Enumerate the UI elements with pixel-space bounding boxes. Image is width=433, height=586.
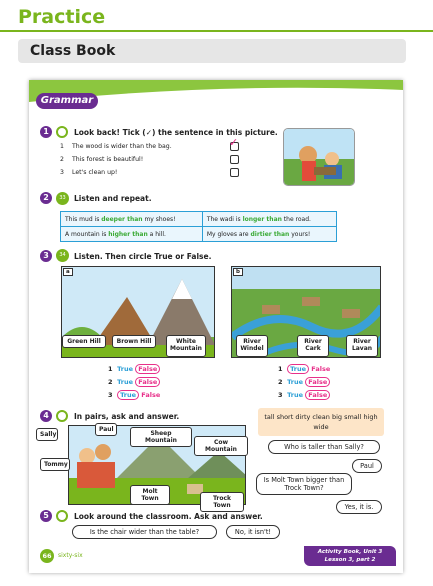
checkbox[interactable] xyxy=(230,168,239,177)
audio-track-icon[interactable]: 34 xyxy=(56,249,69,262)
picture-label: Green Hill xyxy=(62,335,106,348)
picture-label: River Lavan xyxy=(346,335,378,357)
page-number: 66 xyxy=(40,549,54,563)
exercise-instruction: Look back! Tick (✓) the sentence in this picture. xyxy=(74,128,278,137)
picture-label: Brown Hill xyxy=(112,335,156,348)
grammar-cell: A mountain is higher than a hill. xyxy=(61,227,203,242)
picture-label: Tommy xyxy=(40,458,70,471)
story-illustration xyxy=(283,128,355,186)
exercise-instruction: Listen. Then circle True or False. xyxy=(74,252,212,261)
item-number: 1 xyxy=(60,143,64,150)
picture-label: River Windel xyxy=(236,335,268,357)
exercise-instruction: Look around the classroom. Ask and answer. xyxy=(74,512,263,521)
sentence: Let's clean up! xyxy=(72,169,118,176)
exercise-number: 3 xyxy=(40,250,52,262)
grammar-table xyxy=(60,211,337,242)
panel-letter: b xyxy=(233,268,243,276)
checkbox[interactable] xyxy=(230,155,239,164)
false-option[interactable]: False xyxy=(141,391,161,399)
section-tab: Grammar xyxy=(36,93,98,109)
panel-letter: a xyxy=(63,268,73,276)
subtitle: Class Book xyxy=(30,43,116,59)
magnifier-icon xyxy=(56,510,68,522)
speech-bubble: Is the chair wider than the table? xyxy=(72,525,217,539)
speech-bubble: No, it isn't! xyxy=(226,525,280,539)
true-option[interactable]: True xyxy=(287,364,309,374)
true-option[interactable]: True xyxy=(287,378,304,386)
picture-label: Sheep Mountain xyxy=(130,427,192,447)
exercise-instruction: In pairs, ask and answer. xyxy=(74,412,180,421)
word-box: tall short dirty clean big small high wide xyxy=(258,408,384,436)
item-number: 2 xyxy=(60,156,64,163)
false-option[interactable]: False xyxy=(135,364,160,374)
title-divider xyxy=(0,30,433,32)
speech-bubble: Paul xyxy=(352,459,382,473)
exercise-number: 2 xyxy=(40,192,52,204)
exercise-number: 4 xyxy=(40,410,52,422)
picture-label: Paul xyxy=(95,423,117,436)
false-option[interactable]: False xyxy=(305,390,330,400)
reference-line: Lesson 3, part 2 xyxy=(324,557,376,563)
true-option[interactable]: True xyxy=(117,378,134,386)
exercise-number: 5 xyxy=(40,510,52,522)
sentence: This forest is beautiful! xyxy=(72,156,144,163)
magnifier-icon xyxy=(56,126,68,138)
picture-label: Molt Town xyxy=(130,485,170,505)
picture-label: White Mountain xyxy=(166,335,206,357)
false-option[interactable]: False xyxy=(305,377,330,387)
grammar-cell: My gloves are dirtier than yours! xyxy=(202,227,336,242)
true-false-row: 2 True False xyxy=(108,378,160,386)
grammar-cell: The wadi is longer than the road. xyxy=(202,212,336,227)
exercise-instruction: Listen and repeat. xyxy=(74,194,152,203)
picture-label: Trock Town xyxy=(200,492,244,512)
picture-label: Cow Mountain xyxy=(194,436,248,456)
true-option[interactable]: True xyxy=(287,391,304,399)
true-false-row: 1 True False xyxy=(278,365,331,373)
true-false-row: 3 True False xyxy=(108,391,161,399)
picture-label: River Cark xyxy=(297,335,329,357)
check-mark-icon: ✓ xyxy=(229,136,239,149)
true-false-row: 2 True False xyxy=(278,378,330,386)
picture-label: Sally xyxy=(36,428,58,441)
grammar-cell: This mud is deeper than my shoes! xyxy=(61,212,203,227)
activity-book-reference xyxy=(304,546,396,566)
speech-bubble: Yes, it is. xyxy=(336,500,382,514)
true-false-row: 3 True False xyxy=(278,391,330,399)
speech-bubble: Who is taller than Sally? xyxy=(268,440,380,454)
sentence: The wood is wider than the bag. xyxy=(72,143,172,150)
reference-line: Activity Book, Unit 3 xyxy=(317,549,383,555)
true-option[interactable]: True xyxy=(117,365,134,373)
false-option[interactable]: False xyxy=(135,377,160,387)
page-number-words: sixty-six xyxy=(58,552,83,559)
exercise-number: 1 xyxy=(40,126,52,138)
audio-track-icon[interactable]: 33 xyxy=(56,192,69,205)
item-number: 3 xyxy=(60,169,64,176)
pair-work-icon xyxy=(56,410,68,422)
true-option[interactable]: True xyxy=(117,390,139,400)
page-title: Practice xyxy=(18,6,106,28)
speech-bubble: Is Molt Town bigger than Trock Town? xyxy=(256,473,352,495)
lesson-label: Lesson 3, part 1 xyxy=(318,94,387,103)
false-option[interactable]: False xyxy=(311,365,331,373)
true-false-row: 1 True False xyxy=(108,365,160,373)
